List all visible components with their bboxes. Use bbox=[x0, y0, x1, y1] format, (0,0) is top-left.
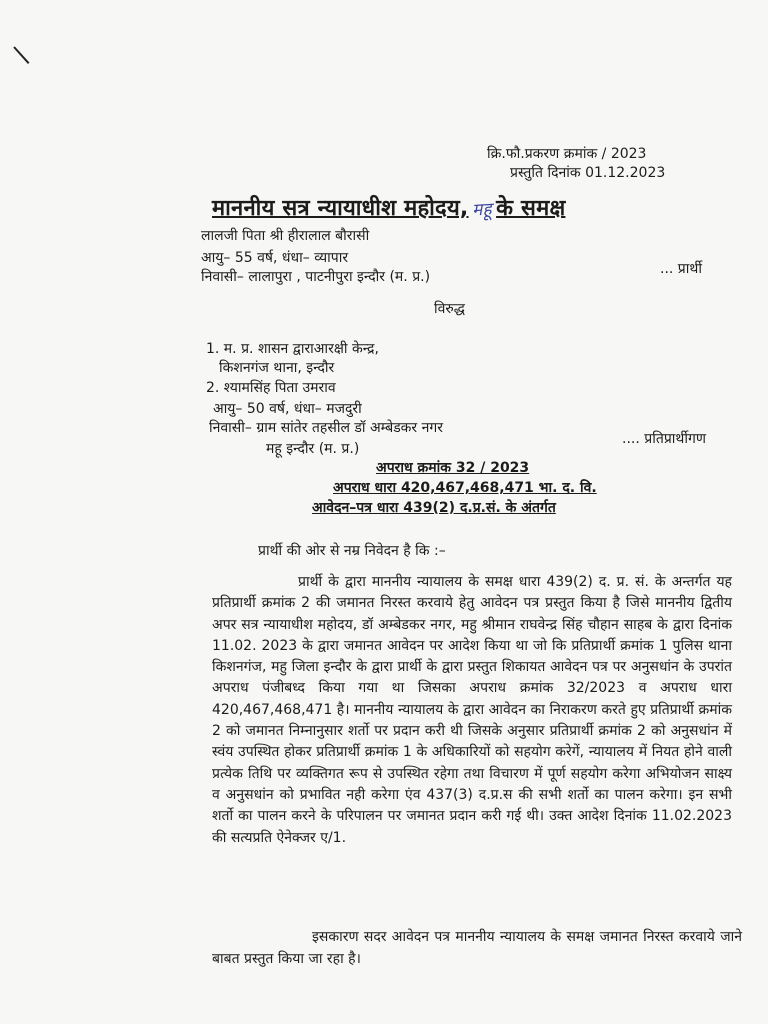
respondents-role: .... प्रतिप्रार्थीगण bbox=[622, 431, 706, 447]
respondent-2-line-1: 2. श्यामसिंह पिता उमराव bbox=[206, 380, 336, 396]
intro-line: प्रार्थी की ओर से नम्र निवेदन है कि :– bbox=[258, 543, 446, 559]
respondent-1-line-2: किशनगंज थाना, इन्दौर bbox=[219, 360, 335, 376]
paragraph-2-text: इसकारण सदर आवेदन पत्र माननीय न्यायालय के समक्ष जमानत निरस्त करवाये जाने बाबत प्रस्तुत किया जा रहा है। bbox=[212, 929, 742, 967]
pen-mark bbox=[13, 46, 29, 64]
body-paragraph-2 bbox=[212, 926, 742, 970]
applicant-role: ... प्रार्थी bbox=[660, 261, 702, 277]
case-number: क्रि.फौ.प्रकरण क्रमांक / 2023 bbox=[487, 146, 647, 162]
court-name: माननीय सत्र न्यायाधीश महोदय, bbox=[212, 196, 469, 221]
court-title bbox=[212, 192, 565, 222]
court-title-suffix: के समक्ष bbox=[496, 196, 566, 221]
crime-sections: अपराध धारा 420,467,468,471 भा. द. वि. bbox=[333, 480, 597, 496]
crime-number: अपराध क्रमांक 32 / 2023 bbox=[376, 460, 530, 476]
presentation-date: प्रस्तुति दिनांक 01.12.2023 bbox=[510, 165, 666, 181]
respondent-2-line-2: आयु– 50 वर्ष, धंधा– मजदुरी bbox=[213, 401, 362, 417]
application-section: आवेदन–पत्र धारा 439(2) द.प्र.सं. के अंतर्गत bbox=[312, 500, 556, 516]
applicant-name: लालजी पिता श्री हीरालाल बौरासी bbox=[201, 228, 370, 244]
respondent-2-line-4: महू इन्दौर (म. प्र.) bbox=[266, 441, 360, 457]
versus-label: विरुद्ध bbox=[434, 301, 465, 317]
respondent-2-line-3: निवासी– ग्राम सांतेर तहसील डॉ अम्बेडकर नगर bbox=[209, 420, 443, 436]
applicant-age: आयु– 55 वर्ष, धंधा– व्यापार bbox=[201, 250, 349, 266]
paragraph-1-text: प्रार्थी के द्वारा माननीय न्यायालय के समक्ष धारा 439(2) द. प्र. सं. के अन्तर्गत यह प्रतिप्रार्थी क्रमांक 2 की जमानत निरस्त करवाये हेतु आवेदन पत्र प्रस्तुत किया है जिसे माननीय द्वितीय अपर सत्र न्यायाधीश महोदय, डॉ अम्बेडकर नगर, महु श्रीमान राघवेन्द्र सिंह चौहान साहब के द्वारा दिनांक 11.02. 2023 के द्वारा जमानत आवेदन पर आदेश किया था जो कि प्रतिप्रार्थी क्रमांक 1 पुलिस थाना किशनगंज, महु जिला इन्दौर के द्वारा प्रार्थी के द्वारा प्रस्तुत शिकायत आवेदन पत्र पर अनुसधांन के उपरांत अपराध पंजीबध्द किया गया था जिसका अपराध क्रमांक 32/2023 व अपराध धारा 420,467,468,471 है। माननीय न्यायालय के द्वारा आवेदन का निराकरण करते हुए प्रतिप्रार्थी क्रमांक 2 को जमानत निम्नानुसार शर्तो पर प्रदान करी थी जिसके अनुसार प्रतिप्रार्थी क्रमांक 2 को अनुसधांन में स्वंय उपस्थित होकर प्रतिप्रार्थी क्रमांक 1 के अधिकारियों को सहयोग करेगें, न्यायालय में नियत होने वाली प्रत्येक तिथि पर व्यक्तिगत रूप से उपस्थित रहेगा तथा विचारण में पूर्ण सहयोग करेगा अभियोजन साक्ष्य व अनुसधांन को प्रभावित नही करेगा एंव 437(3) द.प्र.स की सभी शर्तो का पालन करेगा। इन सभी शर्तो का पालन करने के परिपालन पर जमानत प्रदान करी गई थी। उक्त आदेश दिनांक 11.02.2023 की सत्यप्रति ऐनेक्जर ए/1. bbox=[212, 574, 732, 846]
body-paragraph-1 bbox=[212, 572, 732, 849]
respondent-1-line-1: 1. म. प्र. शासन द्वाराआरक्षी केन्द्र, bbox=[206, 341, 379, 357]
handwritten-place: महू bbox=[471, 199, 493, 221]
applicant-address: निवासी– लालापुरा , पाटनीपुरा इन्दौर (म. प्र.) bbox=[201, 269, 431, 285]
